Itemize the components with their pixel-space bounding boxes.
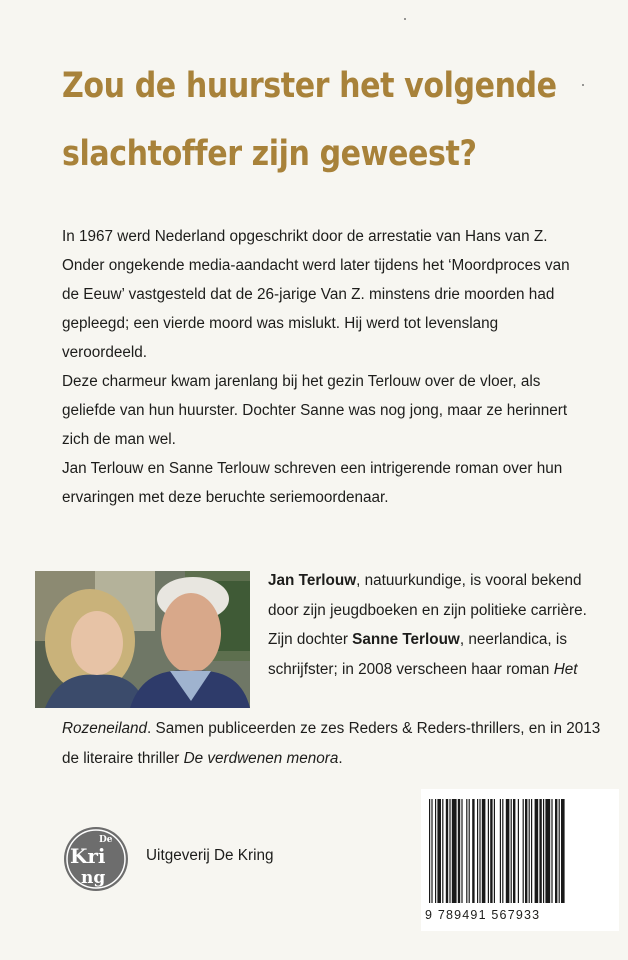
headline [62,52,557,188]
print-speck [582,84,584,86]
author-name-sanne: Sanne Terlouw [352,631,460,648]
author-photo [35,571,250,708]
barcode-bars [427,799,613,907]
blurb [62,222,582,512]
blurb-paragraph-1: In 1967 werd Nederland opgeschrikt door de arrestatie van Hans van Z. Onder ongekende media-aandacht werd later tijdens het ‘Moordproces van de Eeuw’ vastgesteld dat de 26-jarige Van Z. minstens drie moorden had gepleegd; een vierde moord was mislukt. Hij werd tot levenslang veroordeeld. [62,228,570,361]
isbn-barcode [421,789,619,931]
author-bio [268,566,598,684]
publisher-logo [63,826,129,892]
svg-text:De: De [99,835,113,845]
blurb-paragraph-2: Deze charmeur kwam jarenlang bij het gezin Terlouw over de vloer, als geliefde van hun huurster. Dochter Sanne was nog jong, maar ze herinnert zich de man wel. [62,373,568,448]
print-speck [404,18,406,20]
author-bio-continued: Rozeneiland. Samen publiceerden ze zes Reders & Reders-thrillers, en in 2013 de literaire thriller De verdwenen menora. [62,720,601,767]
svg-text:ng: ng [81,868,106,888]
book-title-1-part-1: Het [553,660,578,678]
author-name-jan: Jan Terlouw [268,572,357,589]
headline-line-1: Zou de huurster het volgende [62,66,557,106]
isbn-number: 9 789491 567933 [425,908,541,922]
headline-line-2: slachtoffer zijn geweest? [62,134,477,174]
blurb-paragraph-3: Jan Terlouw en Sanne Terlouw schreven een intrigerende roman over hun ervaringen met deze beruchte seriemoordenaar. [62,460,563,506]
author-bio-text: Jan Terlouw, natuurkundige, is vooral bekend door zijn jeugdboeken en zijn politieke carrière. Zijn dochter Sanne Terlouw, neerlandica, is schrijfster; in 2008 verscheen haar roman Het [268,572,587,678]
author-portrait-icon [35,571,250,708]
svg-text:Kri: Kri [70,844,106,868]
book-title-1-part-2: Rozeneiland [62,720,148,737]
publisher-name: Uitgeverij De Kring [146,847,274,864]
book-title-2: De verdwenen menora [183,749,339,767]
publisher-logo-icon [63,826,129,892]
